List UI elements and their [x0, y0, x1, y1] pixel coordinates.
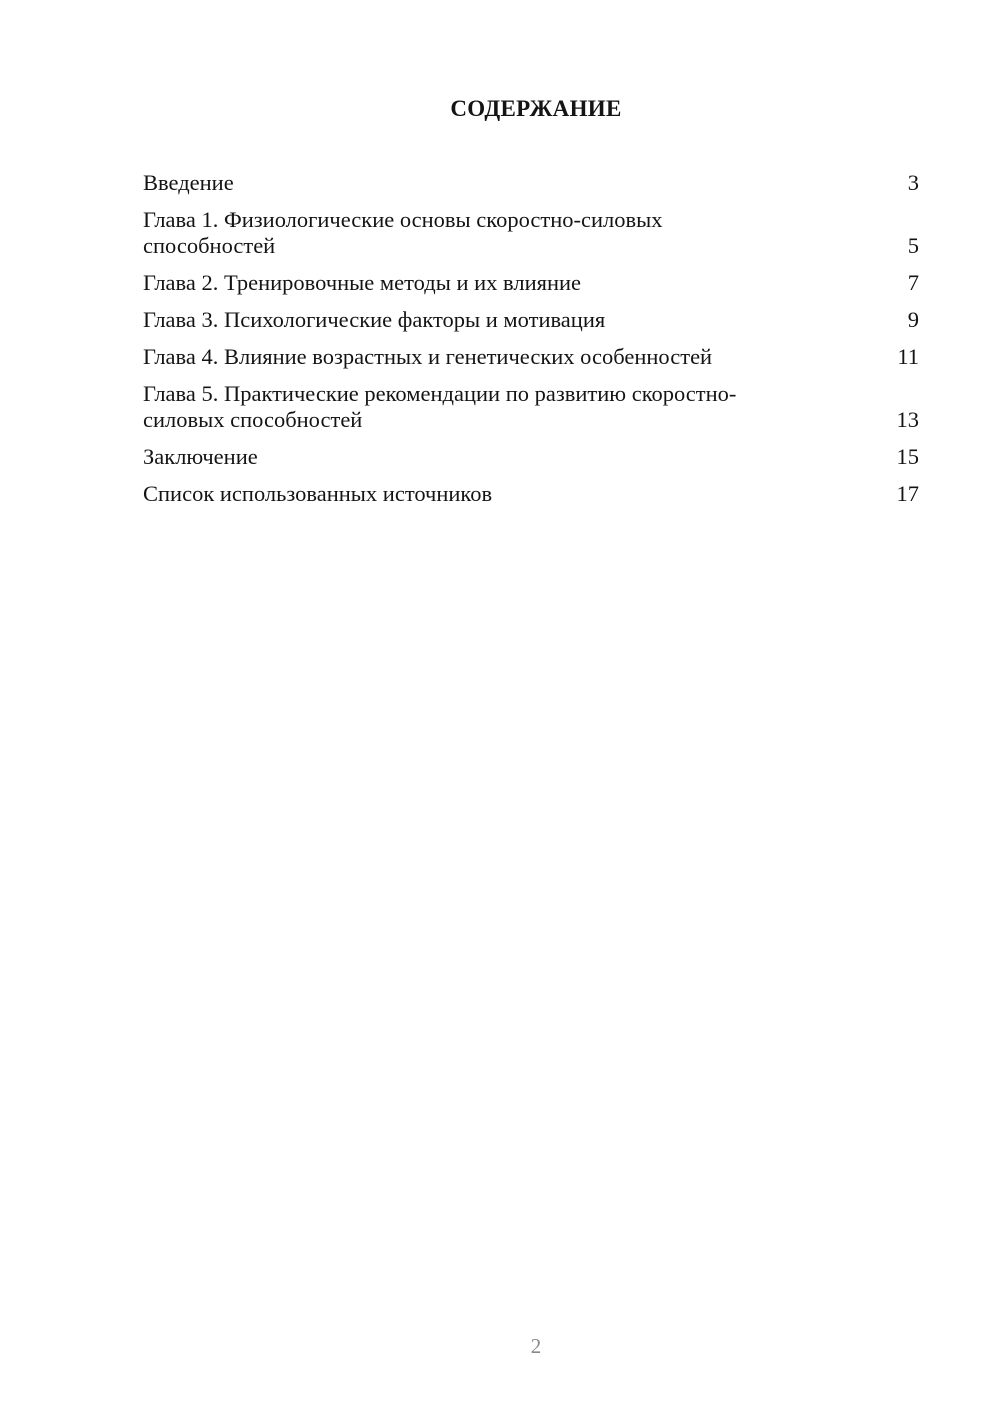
toc-entry-page: 11 — [897, 344, 919, 369]
toc-entry-label: Глава 3. Психологические факторы и мотивация — [143, 307, 606, 332]
toc-entry — [143, 307, 919, 333]
toc-entry-page: 17 — [896, 481, 919, 506]
toc-entry-label: Список использованных источников — [143, 481, 493, 506]
toc-entry-label: Глава 1. Физиологические основы скоростно-силовых способностей — [143, 207, 663, 258]
toc-entry — [143, 481, 919, 507]
toc-entry — [143, 444, 919, 470]
toc-entry — [143, 344, 919, 370]
toc-entry-page: 9 — [907, 307, 919, 332]
toc-entry — [143, 270, 919, 296]
toc-entry-label: Заключение — [143, 444, 258, 469]
toc-entry-page: 13 — [896, 407, 919, 432]
page-title: СОДЕРЖАНИЕ — [450, 96, 622, 121]
toc-entry-page: 15 — [896, 444, 919, 469]
toc-entry — [143, 207, 919, 259]
table-of-contents — [143, 170, 919, 518]
toc-entry-label: Глава 2. Тренировочные методы и их влияние — [143, 270, 582, 295]
toc-entry-label: Глава 4. Влияние возрастных и генетических особенностей — [143, 344, 713, 369]
toc-entry-page: 3 — [907, 170, 919, 195]
toc-entry-page: 7 — [907, 270, 919, 295]
toc-entry — [143, 170, 919, 196]
page-number: 2 — [530, 1334, 542, 1358]
toc-entry-label: Глава 5. Практические рекомендации по развитию скоростно-силовых способностей — [143, 381, 737, 432]
toc-entry-page: 5 — [907, 233, 919, 258]
toc-entry — [143, 381, 919, 433]
toc-entry-label: Введение — [143, 170, 234, 195]
